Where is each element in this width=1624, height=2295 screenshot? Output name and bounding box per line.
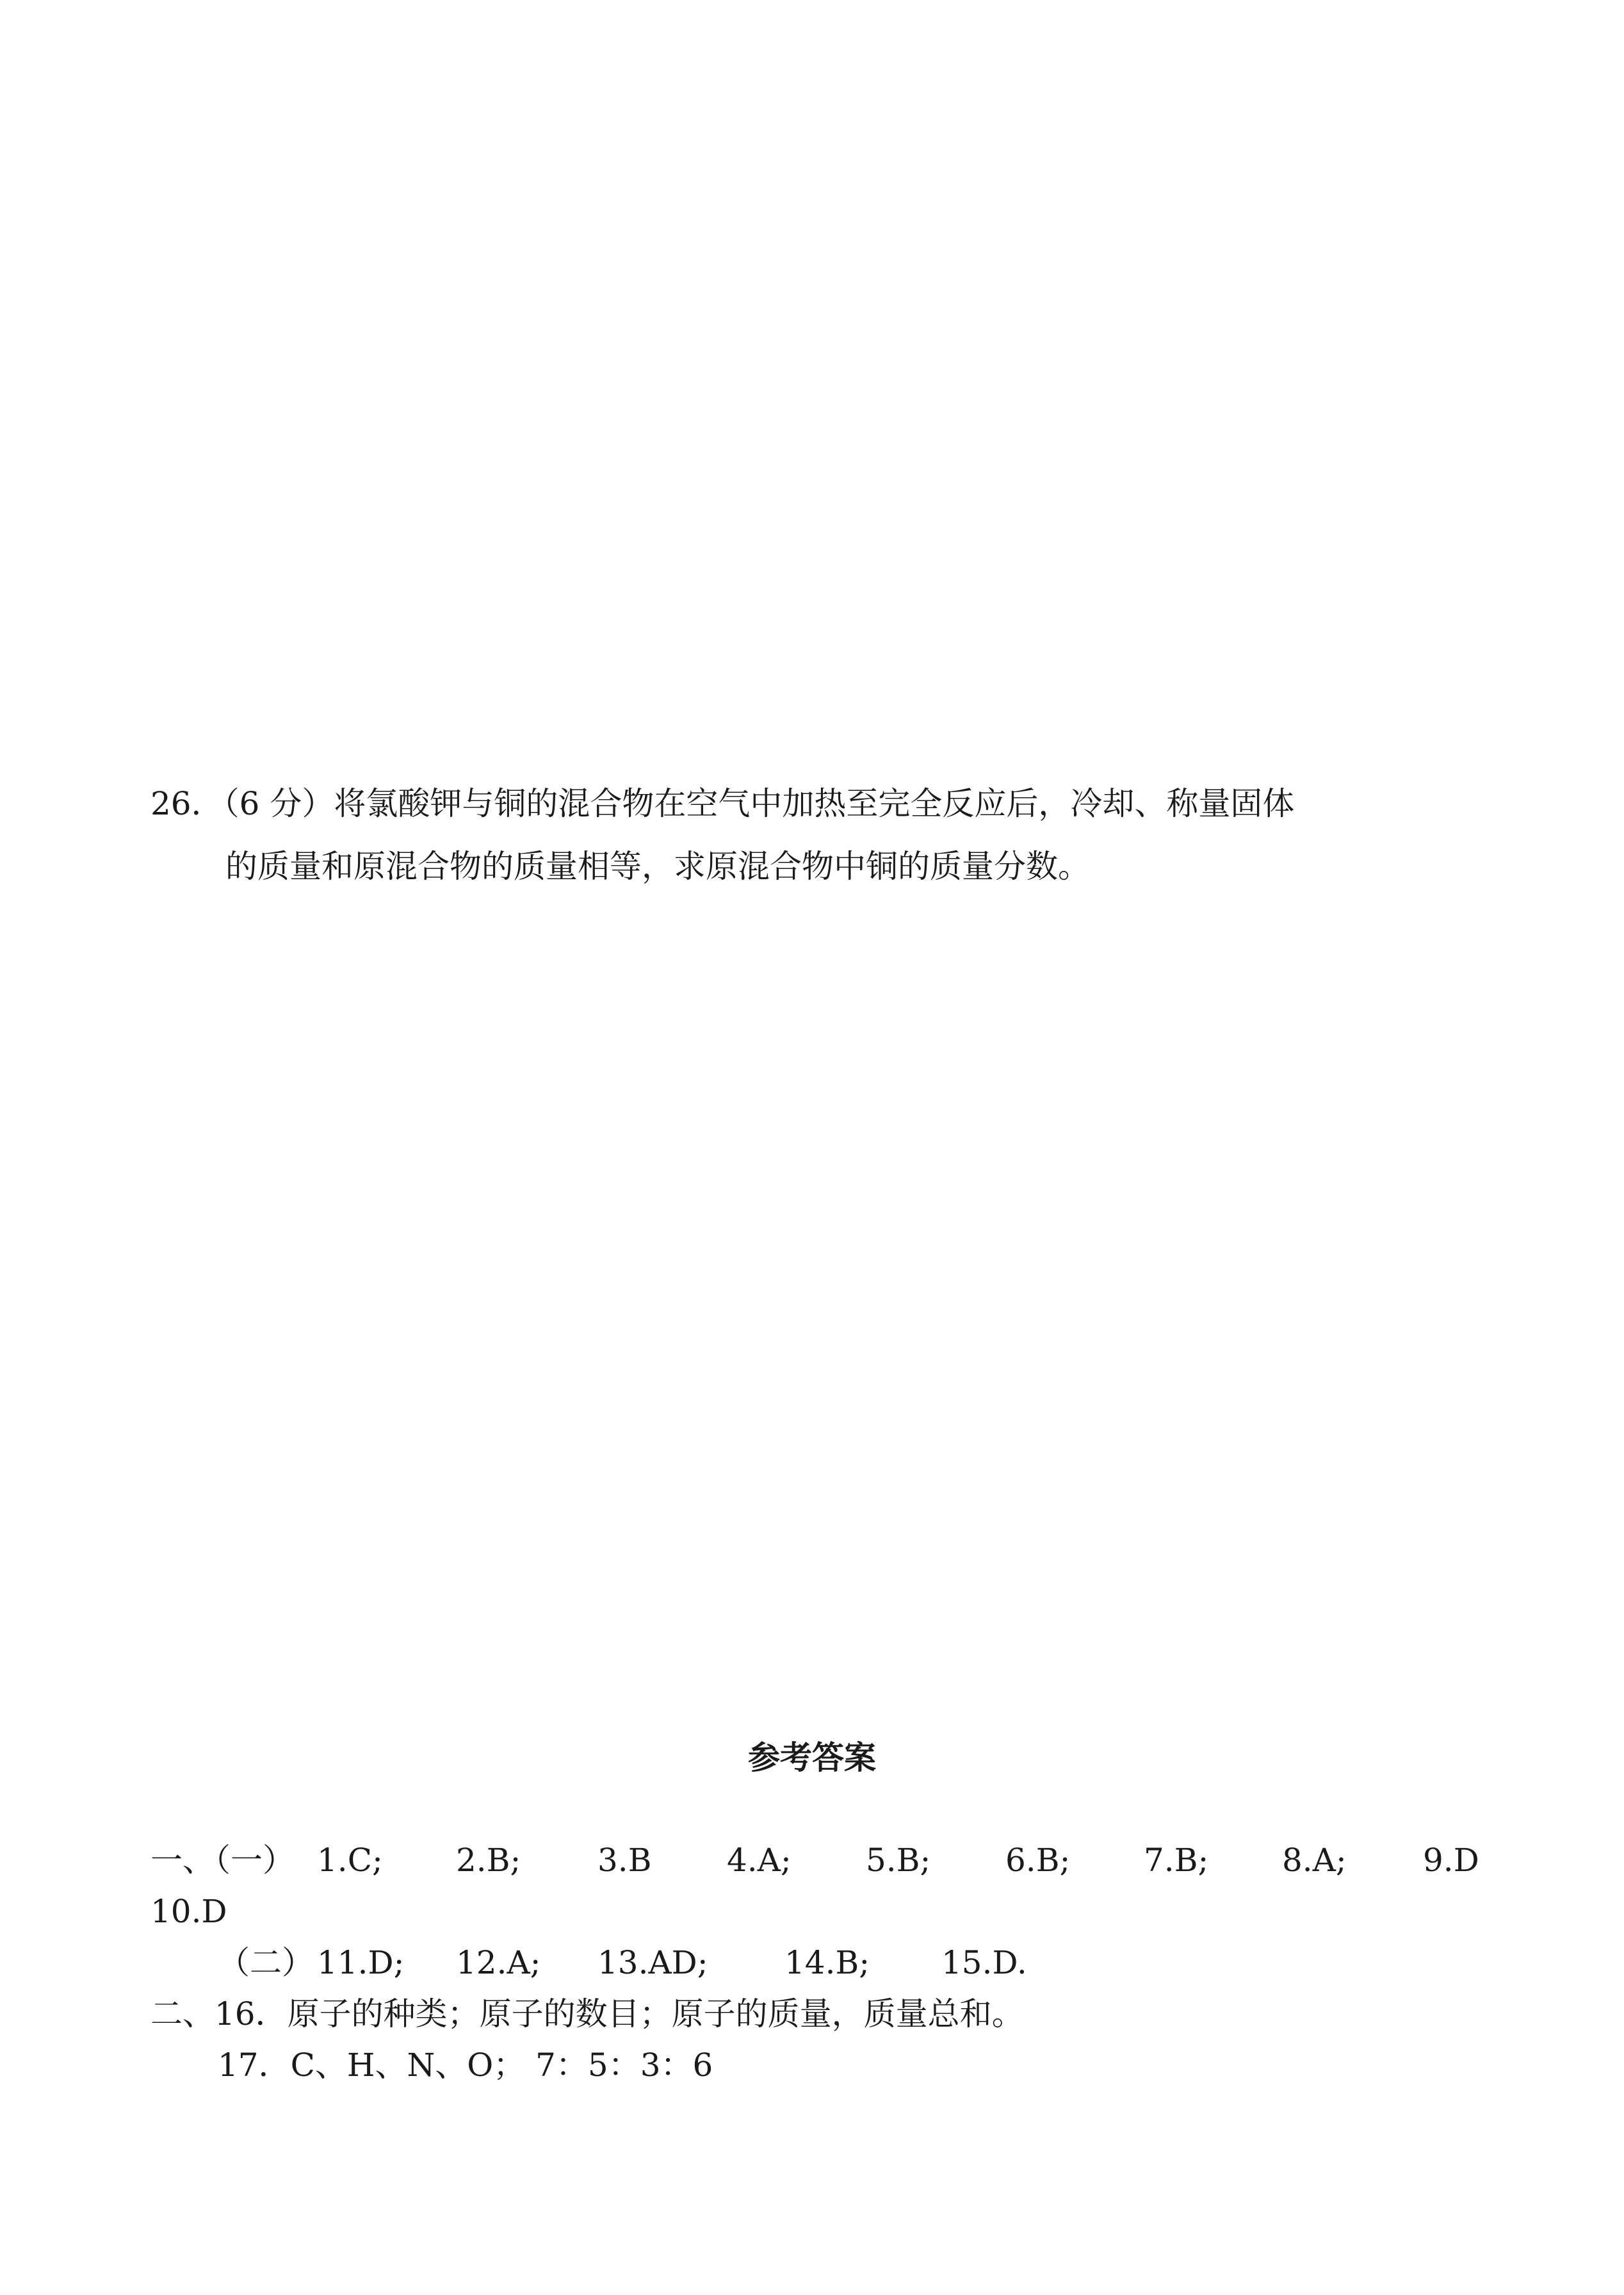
answer-item: 13.AD; [597, 1944, 708, 1981]
answer-item: 11.D; [317, 1944, 405, 1981]
answer-item: 9.D [1423, 1842, 1479, 1879]
answers-part1-sub2-row [0, 1940, 1624, 1985]
answer-item: 2.B; [456, 1842, 521, 1879]
answers-title: 参考答案 [748, 1739, 876, 1776]
answers-q17: 17．C、H、N、O； 7：5：3：6 [218, 2047, 713, 2084]
answer-item: 4.A; [727, 1842, 792, 1879]
answer-item: 6.B; [1005, 1842, 1071, 1879]
answers-part1-sub1-row [0, 1838, 1624, 1883]
answer-item: 8.A; [1282, 1842, 1347, 1879]
answer-item: 7.B; [1144, 1842, 1209, 1879]
question-26-line-1: 26．（6 分）将氯酸钾与铜的混合物在空气中加热至完全反应后，冷却、称量固体 [150, 785, 1295, 822]
answer-item: 5.B; [866, 1842, 931, 1879]
answer-item: 3.B [597, 1842, 652, 1879]
answers-part1-sub2-label: （二） [218, 1944, 314, 1981]
question-26-line-2: 的质量和原混合物的质量相等，求原混合物中铜的质量分数。 [225, 848, 1090, 885]
answer-item: 10.D [150, 1893, 227, 1930]
answer-item: 15.D. [941, 1944, 1027, 1981]
answer-item: 14.B; [784, 1944, 870, 1981]
answer-item: 1.C; [317, 1842, 383, 1879]
answers-part1-sub1-label: 一、（一） [150, 1842, 295, 1879]
answers-q16: 二、16．原子的种类；原子的数目；原子的质量，质量总和。 [150, 1995, 1024, 2032]
answer-item: 12.A; [456, 1944, 541, 1981]
